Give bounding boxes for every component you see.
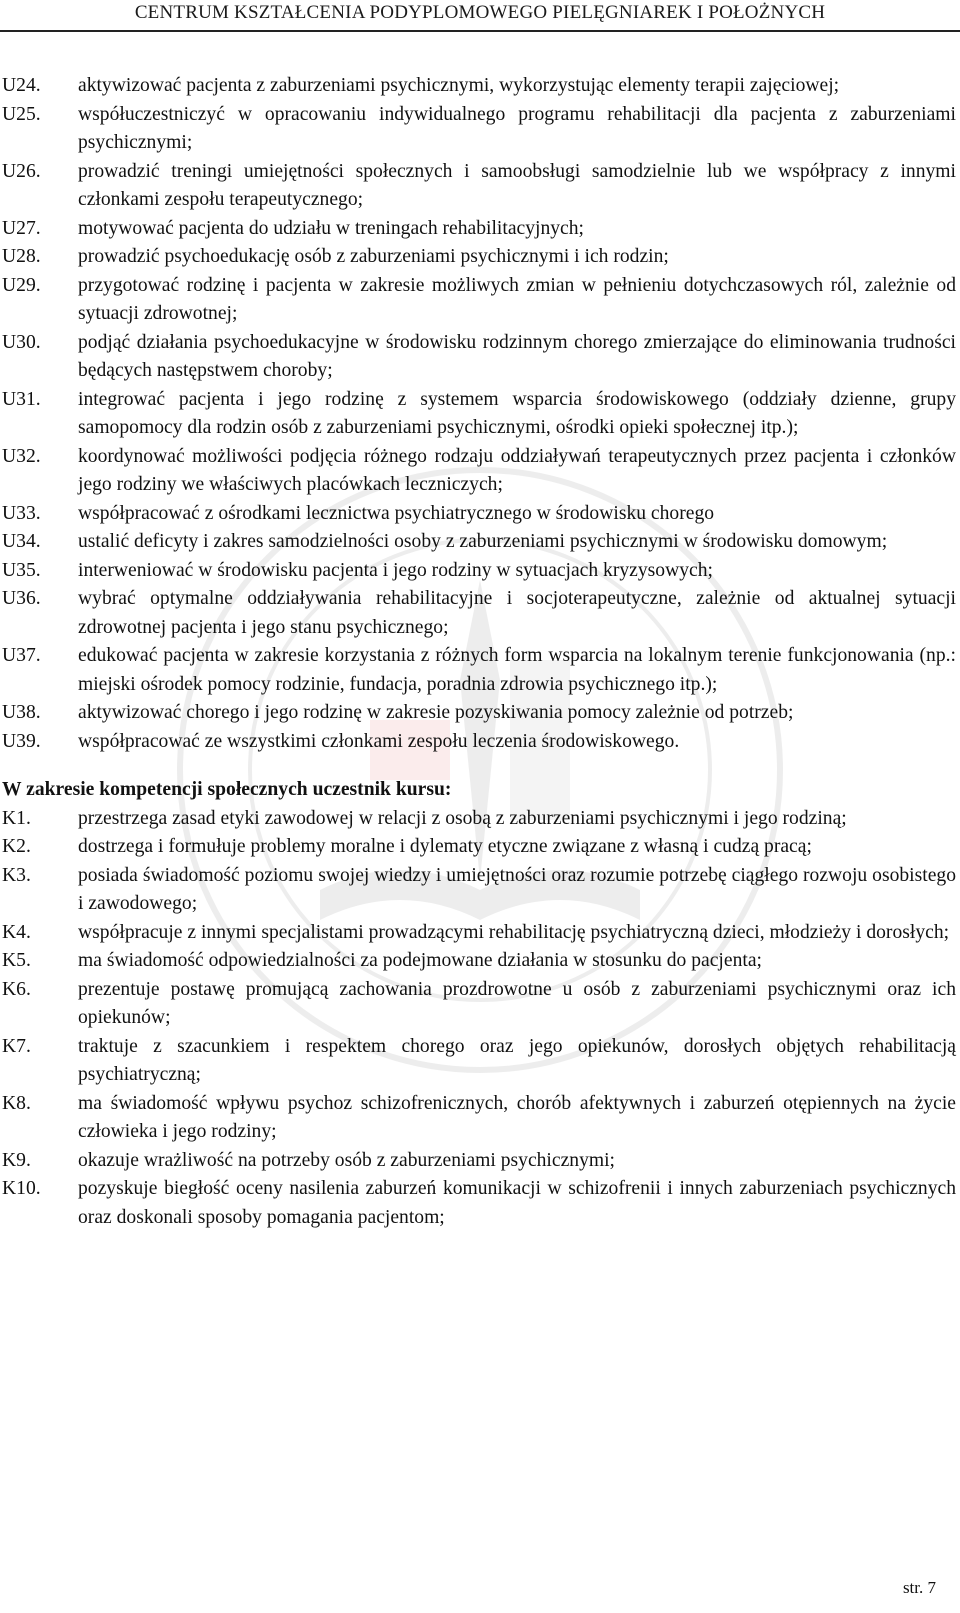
- item-text: posiada świadomość poziomu swojej wiedzy i umiejętności oraz rozumie potrzebę ciągłego rozwoju osobistego i zawodowego;: [78, 864, 956, 914]
- item-code: U28.: [2, 246, 41, 267]
- item-code: U35.: [2, 559, 41, 581]
- item-text: przestrzega zasad etyki zawodowej w relacji z osobą z zaburzeniami psychicznymi i jego rodziną;: [78, 807, 847, 829]
- item-code: K7.: [2, 1035, 31, 1057]
- list-item: [0, 72, 960, 101]
- list-item: [0, 833, 960, 862]
- page-number: str. 7: [902, 1578, 936, 1597]
- list-item: [0, 500, 960, 529]
- competencies-heading: W zakresie kompetencji społecznych uczestnik kursu:: [2, 779, 452, 800]
- list-item: [0, 528, 960, 557]
- item-text: koordynować możliwości podjęcia różnego rodzaju oddziaływań terapeutycznych przez pacjenta i członków jego rodziny we właściwych placówkach leczniczych;: [78, 445, 956, 495]
- item-code: U29.: [2, 274, 41, 296]
- item-code: K2.: [2, 836, 31, 857]
- list-item: [0, 862, 960, 919]
- item-text: aktywizować chorego i jego rodzinę w zakresie pozyskiwania pomocy zależnie od potrzeb;: [78, 702, 794, 723]
- list-item: [0, 976, 960, 1033]
- item-code: U31.: [2, 388, 41, 410]
- list-item: [0, 329, 960, 386]
- item-code: U38.: [2, 702, 41, 723]
- list-item: [0, 642, 960, 699]
- competencies-list: [0, 805, 960, 1233]
- item-code: U26.: [2, 160, 41, 182]
- item-text: prezentuje postawę promującą zachowania prozdrowotne u osób z zaburzeniami psychicznymi oraz ich opiekunów;: [78, 978, 956, 1028]
- item-code: K1.: [2, 807, 31, 829]
- list-item: [0, 386, 960, 443]
- item-code: K6.: [2, 978, 31, 1000]
- item-text: motywować pacjenta do udziału w treningach rehabilitacyjnych;: [78, 217, 584, 239]
- list-item: [0, 557, 960, 586]
- list-item: [0, 728, 960, 757]
- item-text: interweniować w środowisku pacjenta i jego rodziny w sytuacjach kryzysowych;: [78, 559, 713, 581]
- item-code: U24.: [2, 75, 41, 96]
- list-item: [0, 158, 960, 215]
- item-text: podjąć działania psychoedukacyjne w środowisku rodzinnym chorego zmierzające do eliminowania trudności będących następstwem choroby;: [78, 331, 956, 381]
- list-item: [0, 443, 960, 500]
- item-code: U37.: [2, 645, 41, 666]
- item-code: U25.: [2, 103, 41, 125]
- item-text: współpracować z ośrodkami lecznictwa psychiatrycznego w środowisku chorego: [78, 502, 715, 524]
- item-text: prowadzić psychoedukację osób z zaburzeniami psychicznymi i ich rodzin;: [78, 246, 669, 267]
- item-code: K8.: [2, 1092, 31, 1114]
- item-text: ma świadomość wpływu psychoz schizofrenicznych, chorób afektywnych i zaburzeń otępiennych na życie człowieka i jego rodziny;: [78, 1092, 956, 1142]
- item-text: pozyskuje biegłość oceny nasilenia zaburzeń komunikacji w schizofrenii i innych zaburzeniach psychicznych oraz doskonali sposoby pomagania pacjentom;: [78, 1178, 956, 1228]
- list-item: [0, 1175, 960, 1232]
- list-item: [0, 1090, 960, 1147]
- item-text: integrować pacjenta i jego rodzinę z systemem wsparcia środowiskowego (oddziały dzienne, grupy samopomocy dla rodzin osób z zaburzeniami psychicznymi, ośrodki opieki społecznej itp.);: [78, 388, 956, 438]
- header-divider: [0, 30, 960, 32]
- item-code: U30.: [2, 331, 41, 353]
- list-item: [0, 699, 960, 728]
- item-text: współuczestniczyć w opracowaniu indywidualnego programu rehabilitacji dla pacjenta z zaburzeniami psychicznymi;: [78, 103, 956, 153]
- item-text: współpracuje z innymi specjalistami prowadzącymi rehabilitację psychiatryczną dzieci, młodzieży i dorosłych;: [78, 921, 950, 943]
- item-text: przygotować rodzinę i pacjenta w zakresie możliwych zmian w pełnieniu dotychczasowych ról, zależnie od sytuacji zdrowotnej;: [78, 274, 956, 324]
- list-item: [0, 1033, 960, 1090]
- item-code: U27.: [2, 217, 41, 239]
- item-code: U34.: [2, 531, 41, 552]
- item-text: współpracować ze wszystkimi członkami zespołu leczenia środowiskowego.: [78, 730, 680, 752]
- list-item: [0, 1147, 960, 1176]
- item-text: edukować pacjenta w zakresie korzystania z różnych form wsparcia na lokalnym terenie funkcjonowania (np.: miejski ośrodek pomocy rodzinie, fundacja, poradnia zdrowia psychicznego itp.);: [78, 645, 956, 695]
- item-code: K3.: [2, 864, 31, 886]
- list-item: [0, 585, 960, 642]
- item-text: okazuje wrażliwość na potrzeby osób z zaburzeniami psychicznymi;: [78, 1149, 615, 1171]
- item-text: dostrzega i formułuje problemy moralne i dylematy etyczne związane z własną i cudzą pracą;: [78, 836, 812, 857]
- item-text: ma świadomość odpowiedzialności za podejmowane działania w stosunku do pacjenta;: [78, 950, 762, 971]
- item-code: U33.: [2, 502, 41, 524]
- list-item: [0, 947, 960, 976]
- item-code: U36.: [2, 588, 41, 609]
- item-code: U32.: [2, 445, 41, 467]
- list-item: [0, 919, 960, 948]
- item-code: K10.: [2, 1178, 41, 1199]
- list-item: [0, 243, 960, 272]
- item-text: prowadzić treningi umiejętności społecznych i samoobsługi samodzielnie lub we współpracy z innymi członkami zespołu terapeutycznego;: [78, 160, 956, 210]
- item-code: U39.: [2, 730, 41, 752]
- item-code: K9.: [2, 1149, 31, 1171]
- list-item: [0, 215, 960, 244]
- item-text: wybrać optymalne oddziaływania rehabilitacyjne i socjoterapeutyczne, zależnie od aktualnej sytuacji zdrowotnej pacjenta i jego stanu psychicznego;: [78, 588, 956, 638]
- item-code: K5.: [2, 950, 31, 971]
- list-item: [0, 805, 960, 834]
- item-text: traktuje z szacunkiem i respektem chorego oraz jego opiekunów, dorosłych objętych rehabilitacją psychiatryczną;: [78, 1035, 956, 1085]
- page-header: CENTRUM KSZTAŁCENIA PODYPLOMOWEGO PIELĘGNIAREK I POŁOŻNYCH: [134, 2, 826, 23]
- item-text: aktywizować pacjenta z zaburzeniami psychicznymi, wykorzystując elementy terapii zajęciowej;: [78, 75, 840, 96]
- item-text: ustalić deficyty i zakres samodzielności osoby z zaburzeniami psychicznymi w środowisku domowym;: [78, 531, 888, 552]
- document-body: [0, 72, 960, 1232]
- list-item: [0, 101, 960, 158]
- list-item: [0, 272, 960, 329]
- item-code: K4.: [2, 921, 31, 943]
- skills-list: [0, 72, 960, 756]
